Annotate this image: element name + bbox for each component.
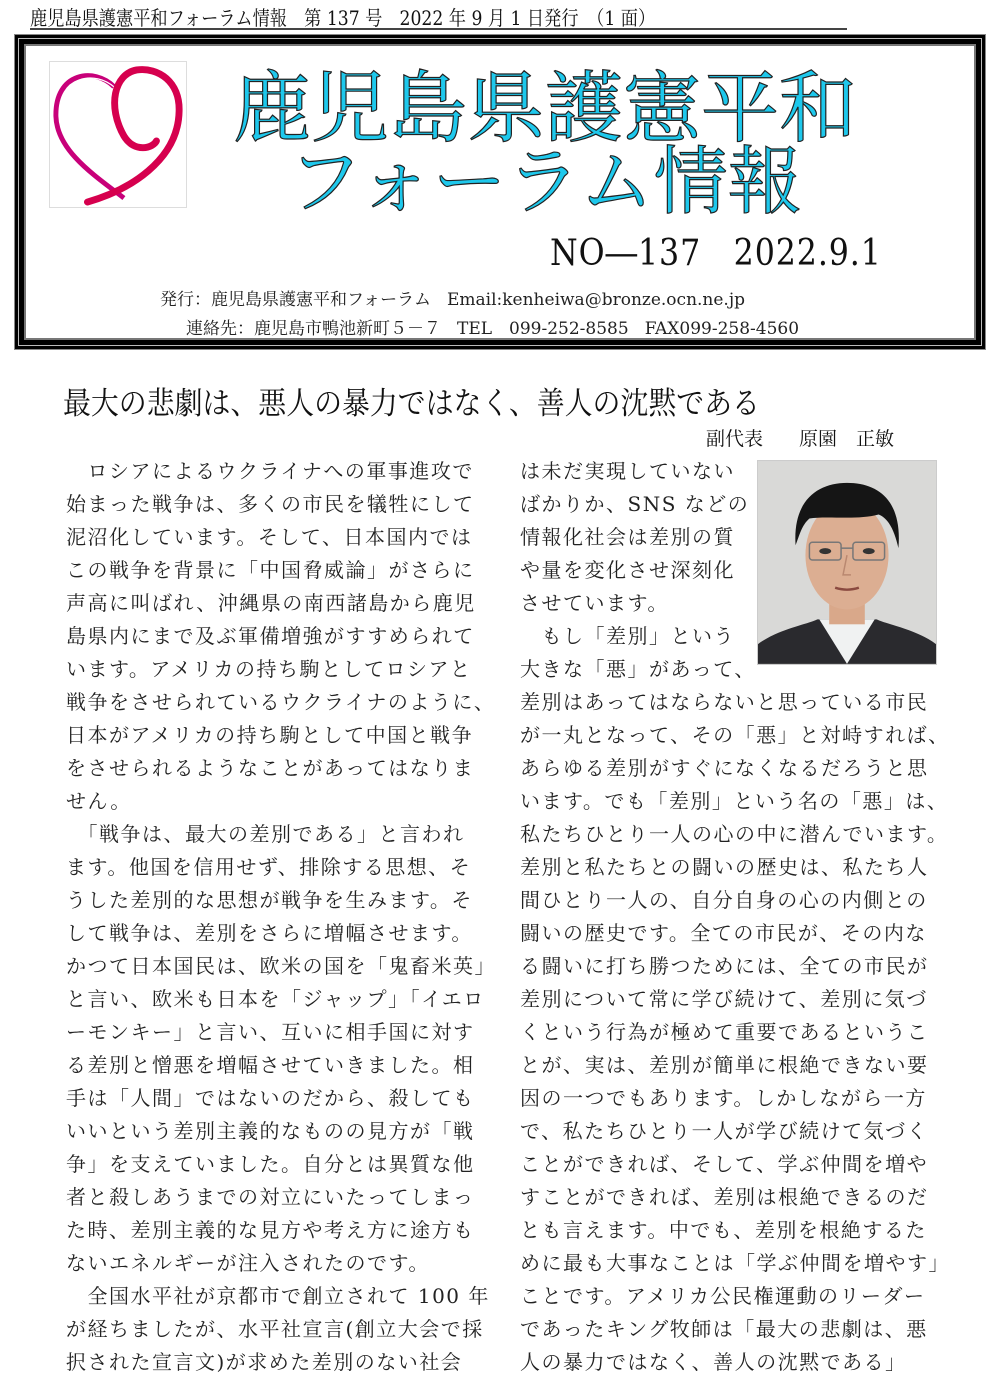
text-line: 始まった戦争は、多くの市民を犠牲にして: [66, 492, 475, 516]
text-line: 「戦争は、最大の差別である」と言われ: [66, 822, 465, 846]
text-line: ばかりか、SNS などの: [520, 492, 750, 516]
text-line: 差別と私たちとの闘いの歴史は、私たち人: [520, 855, 929, 879]
text-line: 大きな「悪」があって、: [520, 657, 756, 681]
tel: TEL 099-252-8585: [457, 319, 629, 339]
text-line: ことです。アメリカ公民権運動のリーダー: [520, 1284, 926, 1308]
text-line: 戦争をさせられているウクライナのように、: [66, 690, 496, 714]
article-headline: 最大の悲劇は、悪人の暴力ではなく、善人の沈黙である: [63, 386, 760, 422]
author-photo: [757, 460, 937, 665]
text-line: であったキング牧師は「最大の悲劇は、悪: [520, 1317, 928, 1341]
article-right-column-top: [520, 455, 756, 686]
running-head: 鹿児島県護憲平和フォーラム情報 第 137 号 2022 年 9 月 1 日発行 （1 面）: [30, 2, 847, 30]
byline-name: 原園 正敏: [799, 428, 895, 450]
text-line: る闘いに打ち勝つためには、全ての市民が: [520, 954, 929, 978]
text-line: ことができれば、そして、学ぶ仲間を増や: [520, 1152, 929, 1176]
text-line: して戦争は、差別をさらに増幅させます。: [66, 921, 473, 945]
text-line: すことができれば、差別は根絶できるのだ: [520, 1185, 929, 1209]
text-line: あらゆる差別がすぐになくなるだろうと思: [520, 756, 929, 780]
text-line: 択された宣言文)が求めた差別のない社会: [66, 1350, 463, 1374]
masthead-title: [225, 55, 865, 225]
text-line: ーモンキー」と言い、互いに相手国に対す: [66, 1020, 475, 1044]
byline-role: 副代表: [706, 428, 764, 450]
text-line: めに最も大事なことは「学ぶ仲間を増やす」: [520, 1251, 950, 1275]
text-line: 闘いの歴史です。全ての市民が、その内な: [520, 921, 927, 945]
text-line: が一丸となって、その「悪」と対峙すれば、: [520, 723, 950, 747]
masthead-title-line2: フォーラム情報: [288, 139, 802, 225]
text-line: ロシアによるウクライナへの軍事進攻で: [66, 459, 474, 483]
masthead-title-line1: 鹿児島県護憲平和: [232, 64, 858, 154]
text-line: 差別はあってはならないと思っている市民: [520, 690, 929, 714]
text-line: 手は「人間」ではないのだから、殺しても: [66, 1086, 475, 1110]
text-line: もし「差別」という: [520, 624, 735, 648]
text-line: 泥沼化しています。そして、日本国内では: [66, 525, 473, 549]
text-line: ます。他国を信用せず、排除する思想、そ: [66, 855, 472, 879]
text-line: や量を変化させ深刻化: [520, 558, 735, 582]
text-line: 間ひとり一人の、自分自身の心の内側との: [520, 888, 928, 912]
text-line: 因の一つでもあります。しかしながら一方: [520, 1086, 927, 1110]
text-line: とが、実は、差別が簡単に根絶できない要: [520, 1053, 929, 1077]
text-line: かつて日本国民は、欧米の国を「鬼畜米英」: [66, 954, 496, 978]
text-line: が経ちましたが、水平社宣言(創立大会で採: [66, 1317, 484, 1341]
text-line: この戦争を背景に「中国脅威論」がさらに: [66, 558, 475, 582]
text-line: 日本がアメリカの持ち駒として中国と戦争: [66, 723, 474, 747]
text-line: 島県内にまで及ぶ軍備増強がすすめられて: [66, 624, 475, 648]
article-left-column: [66, 455, 496, 1379]
text-line: 争」を支えていました。自分とは異質な他: [66, 1152, 475, 1176]
publisher-line: [160, 285, 761, 310]
text-line: と言い、欧米も日本を「ジャップ」「イエロ: [66, 987, 485, 1011]
text-line: 私たちひとり一人の心の中に潜んでいます。: [520, 822, 949, 846]
text-line: る差別と憎悪を増幅させていきました。相: [66, 1053, 475, 1077]
text-line: 差別について常に学び続けて、差別に気づ: [520, 987, 928, 1011]
text-line: ないエネルギーが注入されたのです。: [66, 1251, 430, 1275]
heart-loop-logo-icon: [49, 61, 187, 208]
text-line: は未だ実現していない: [520, 459, 735, 483]
text-line: います。でも「差別」という名の「悪」は、: [520, 789, 949, 813]
email-link[interactable]: Email:kenheiwa@bronze.ocn.ne.jp: [446, 290, 745, 310]
text-line: くという行為が極めて重要であるというこ: [520, 1020, 929, 1044]
text-line: 全国水平社が京都市で創立されて 100 年: [66, 1284, 490, 1308]
issue-number-date: NO―137 2022.9.1: [550, 233, 882, 274]
text-line: います。アメリカの持ち駒としてロシアと: [66, 657, 472, 681]
text-line: とも言えます。中でも、差別を根絶するた: [520, 1218, 927, 1242]
text-line: で、私たちひとり一人が学び続けて気づく: [520, 1119, 929, 1143]
text-line: いいという差別主義的なものの見方が「戦: [66, 1119, 475, 1143]
text-line: させています。: [520, 591, 669, 615]
address: 連絡先：鹿児島市鴨池新町５－７: [186, 319, 441, 339]
text-line: うした差別的な思想が戦争を生みます。そ: [66, 888, 473, 912]
text-line: 情報化社会は差別の質: [520, 525, 735, 549]
text-line: 声高に叫ばれ、沖縄県の南西諸島から鹿児: [66, 591, 476, 615]
fax: FAX099-258-4560: [644, 319, 800, 339]
text-line: 者と殺しあうまでの対立にいたってしまっ: [66, 1185, 475, 1209]
contact-line: [186, 314, 815, 339]
publisher-label: 発行：鹿児島県護憲平和フォーラム: [160, 290, 431, 310]
text-line: をさせられるようなことがあってはなりま: [66, 756, 475, 780]
text-line: せん。: [66, 789, 132, 813]
byline: [706, 424, 894, 451]
text-line: た時、差別主義的な見方や考え方に途方も: [66, 1218, 475, 1242]
text-line: 人の暴力ではなく、善人の沈黙である」: [520, 1350, 907, 1374]
article-right-column-bottom: [520, 686, 960, 1379]
